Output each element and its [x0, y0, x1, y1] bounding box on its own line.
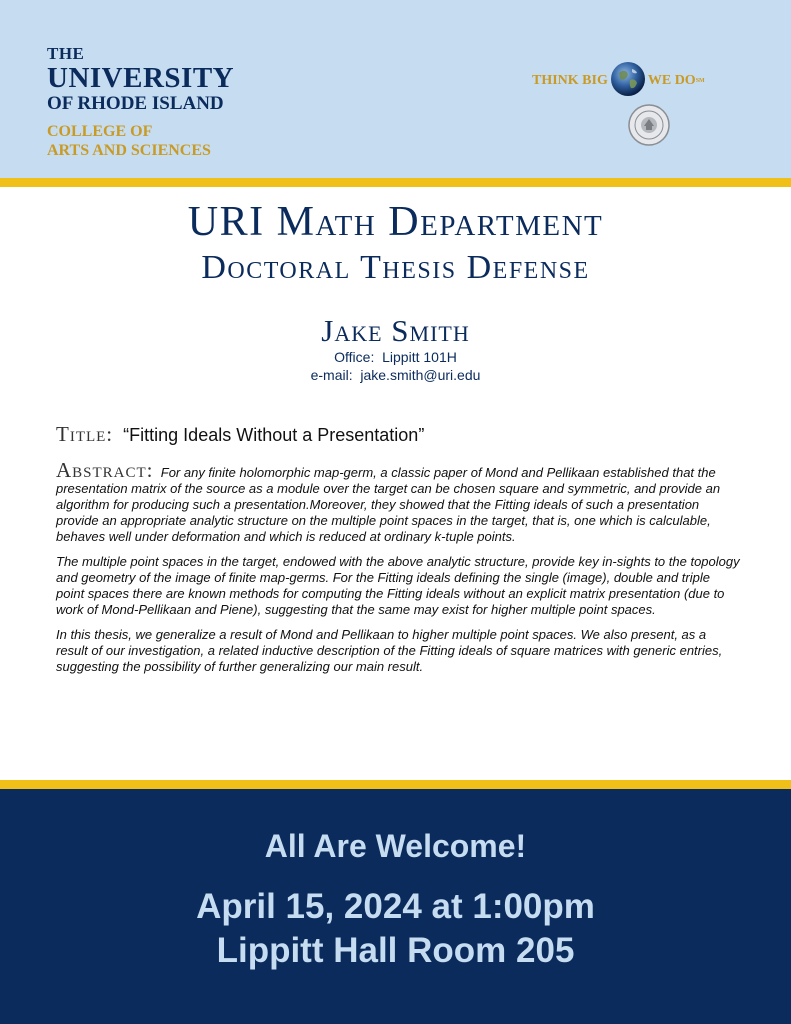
- trademark-mark: SM: [695, 78, 705, 84]
- thesis-title: “Fitting Ideals Without a Presentation”: [123, 425, 425, 445]
- college-line-2: ARTS AND SCIENCES: [47, 142, 211, 159]
- event-location: Lippitt Hall Room 205: [216, 931, 575, 970]
- event-type: Doctoral Thesis Defense: [201, 249, 590, 286]
- abstract-text-1: For any finite holomorphic map-germ, a classic paper of Mond and Pellikaan established that the presentation matrix of the source as a module over the target can be chosen square and symmetric, and provide an algorithm for producing such a presentation.Moreover, they showed that the Fitting ideals of such a presentation provide an appropriate analytic structure on the multiple point spaces in the target, that is, one which is calculable, behaves well under deformation and which is reduced at ordinary k-tuple points.: [56, 465, 721, 544]
- abstract-paragraph-2: The multiple point spaces in the target, endowed with the above analytic structure, provide key in-sights to the topology and geometry of the image of finite map-germs. For the Fitting ideals defining the single (image), double and triple point spaces there are known methods for computing the Fitting ideals without an explicit matrix presentation (due to work of Mond-Pellikaan and Piene), suggesting that the same may exist for higher multiple point spaces.: [56, 554, 740, 617]
- gold-divider-bottom: [0, 780, 791, 789]
- department-name: URI Math Department: [187, 199, 604, 245]
- logo-the: THE: [47, 44, 85, 63]
- presenter-email: [0, 366, 791, 384]
- logo-of-rhode-island: OF RHODE ISLAND: [47, 93, 224, 114]
- email-label: e-mail:: [310, 367, 353, 383]
- presenter-office: [0, 348, 791, 366]
- presenter-info: [0, 314, 791, 384]
- college-name: [47, 122, 234, 160]
- title-label: Title:: [56, 422, 114, 446]
- event-date-time: April 15, 2024 at 1:00pm: [196, 887, 595, 926]
- presenter-name: Jake Smith: [321, 313, 470, 348]
- university-logo: [47, 44, 234, 160]
- university-seal-icon: [627, 103, 671, 152]
- tagline: [532, 66, 705, 96]
- logo-university: UNIVERSITY: [47, 62, 235, 94]
- college-line-1: COLLEGE OF: [47, 123, 153, 140]
- department-heading: [0, 198, 791, 290]
- abstract-paragraph-1: [56, 458, 740, 545]
- globe-icon: [610, 61, 646, 102]
- welcome-message: All Are Welcome!: [264, 828, 527, 864]
- footer-banner: [0, 789, 791, 1024]
- office-label: Office:: [334, 349, 375, 365]
- abstract-section: [56, 458, 740, 684]
- thesis-title-row: [56, 422, 424, 447]
- abstract-paragraph-3: In this thesis, we generalize a result of Mond and Pellikaan to higher multiple point spaces. We also present, as a result of our investigation, a related inductive description of the Fitting ideals of square matrices with generic entries, suggesting the possibility of further generalizing our main result.: [56, 627, 723, 674]
- office-value: Lippitt 101H: [382, 349, 457, 365]
- tagline-think-big: THINK BIG: [532, 73, 608, 88]
- abstract-label: Abstract:: [56, 458, 154, 482]
- email-value: jake.smith@uri.edu: [360, 367, 481, 383]
- tagline-we-do: WE DO: [647, 73, 696, 88]
- gold-divider-top: [0, 178, 791, 187]
